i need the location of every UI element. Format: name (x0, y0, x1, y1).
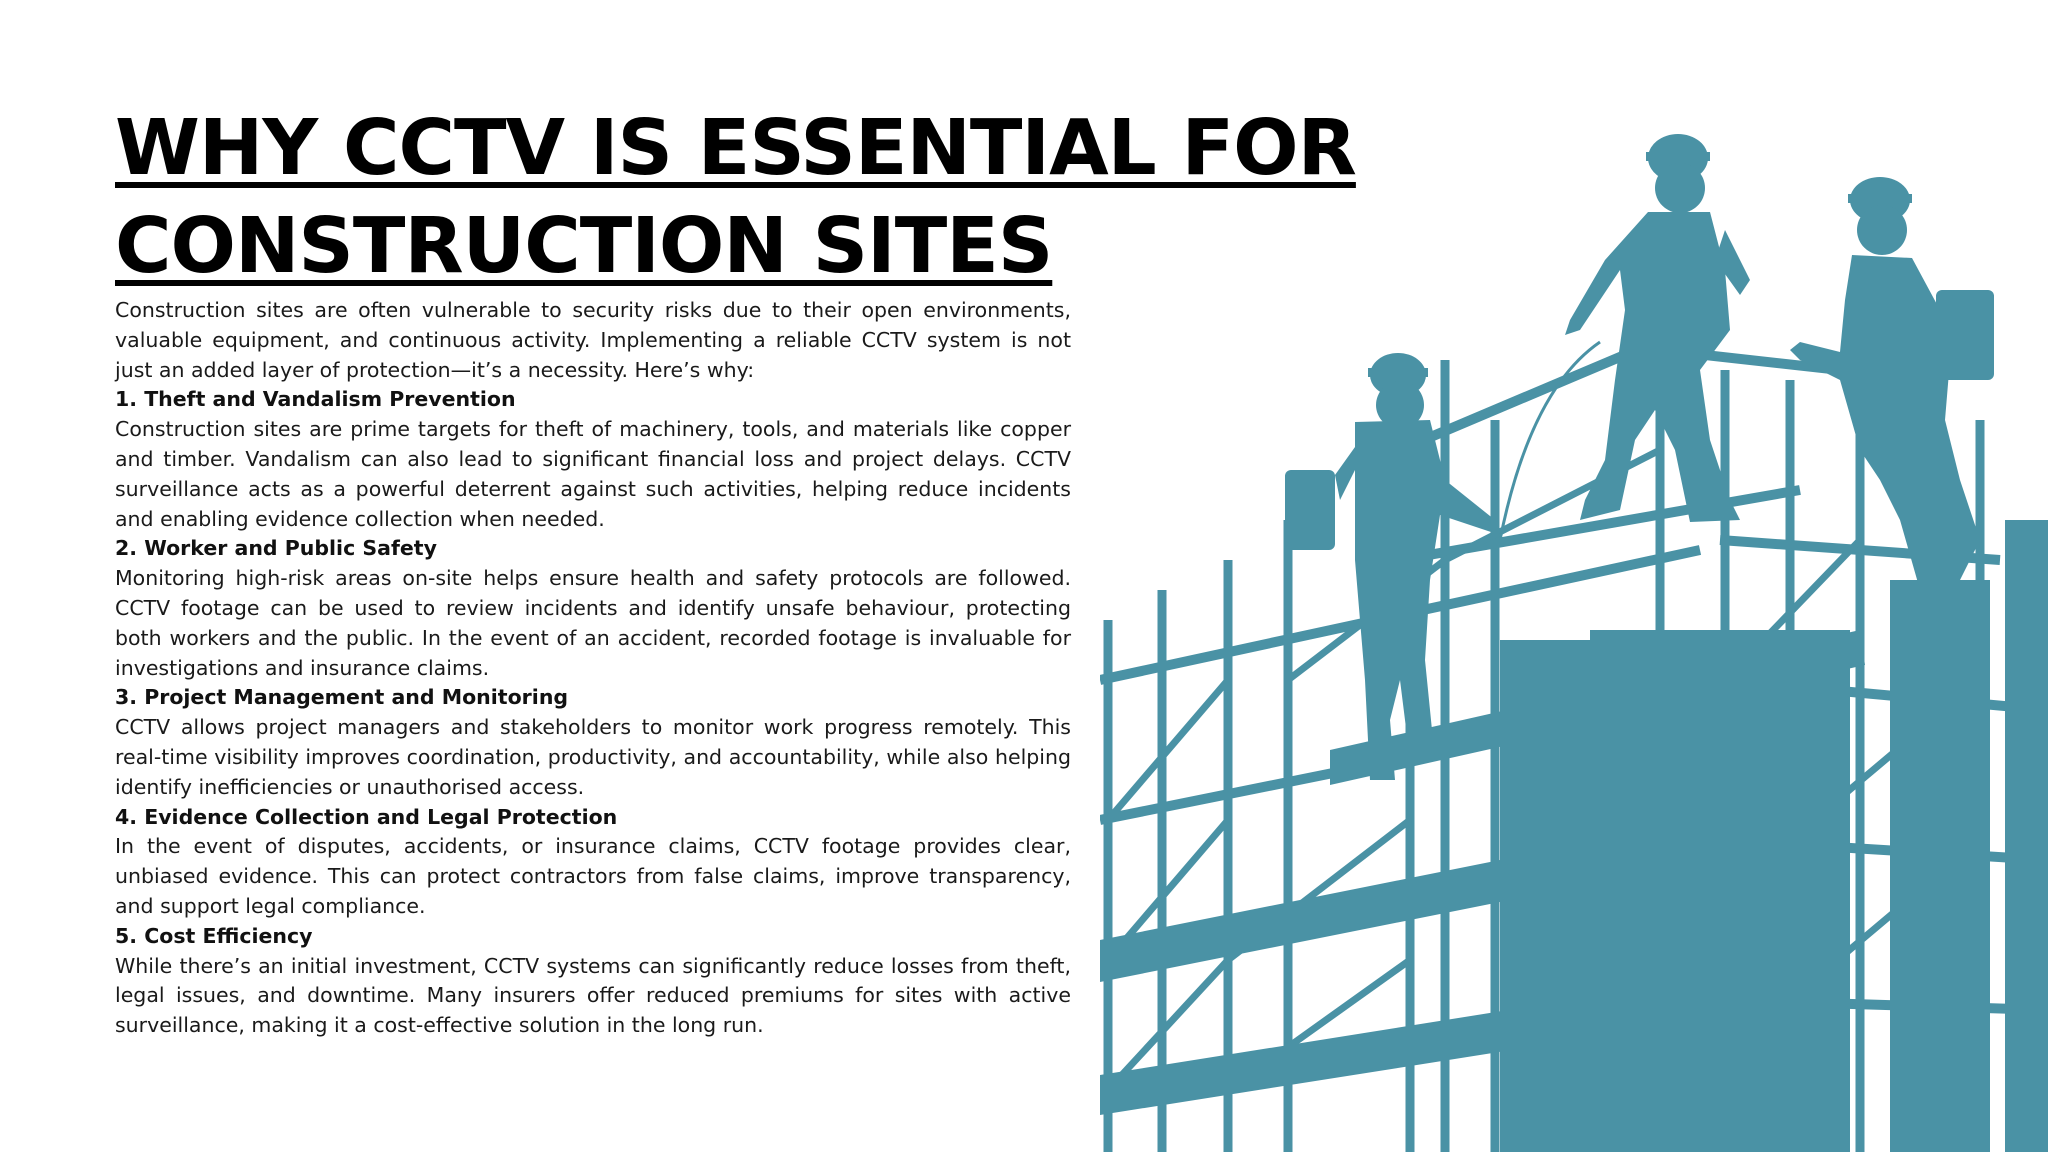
section-text-project: CCTV allows project managers and stakeholders to monitor work progress remotely. This real-time visibility improves coordination, productivity, and accountability, while also helping identify inefficiencies or unauthorised access. (115, 715, 1071, 799)
section-text-evidence: In the event of disputes, accidents, or insurance claims, CCTV footage provides clear, unbiased evidence. This can protect contractors from false claims, improve transparency, and support legal compliance. (115, 834, 1071, 918)
intro-paragraph: Construction sites are often vulnerable to security risks due to their open environments, valuable equipment, and continuous activity. Implementing a reliable CCTV system is not just an added layer of protection—it’s a necessity. Here’s why: (115, 298, 1071, 382)
title-line-1: WHY CCTV IS ESSENTIAL FOR (115, 104, 1356, 193)
article-body (115, 296, 1071, 1041)
title-line-2: CONSTRUCTION SITES (115, 202, 1053, 291)
page-title (115, 100, 1356, 296)
section-text-safety: Monitoring high-risk areas on-site helps ensure health and safety protocols are followed. CCTV footage can be used to review incidents and identify unsafe behaviour, protecting both workers and the public. In the event of an accident, recorded footage is invaluable for investigations and insurance claims. (115, 566, 1071, 680)
section-heading-cost: 5. Cost Efficiency (115, 923, 313, 948)
section-heading-project: 3. Project Management and Monitoring (115, 685, 569, 710)
section-heading-safety: 2. Worker and Public Safety (115, 536, 437, 561)
section-text-theft: Construction sites are prime targets for theft of machinery, tools, and materials like copper and timber. Vandalism can also lead to significant financial loss and project delays. CCTV surveillance acts as a powerful deterrent against such activities, helping reduce incidents and enabling evidence collection when needed. (115, 417, 1071, 531)
section-heading-theft: 1. Theft and Vandalism Prevention (115, 387, 516, 412)
scaffolding-workers-silhouette-icon (1100, 120, 2048, 1152)
section-text-cost: While there’s an initial investment, CCTV systems can significantly reduce losses from theft, legal issues, and downtime. Many insurers offer reduced premiums for sites with active surveillance, making it a cost-effective solution in the long run. (115, 953, 1071, 1038)
section-heading-evidence: 4. Evidence Collection and Legal Protection (115, 804, 618, 829)
